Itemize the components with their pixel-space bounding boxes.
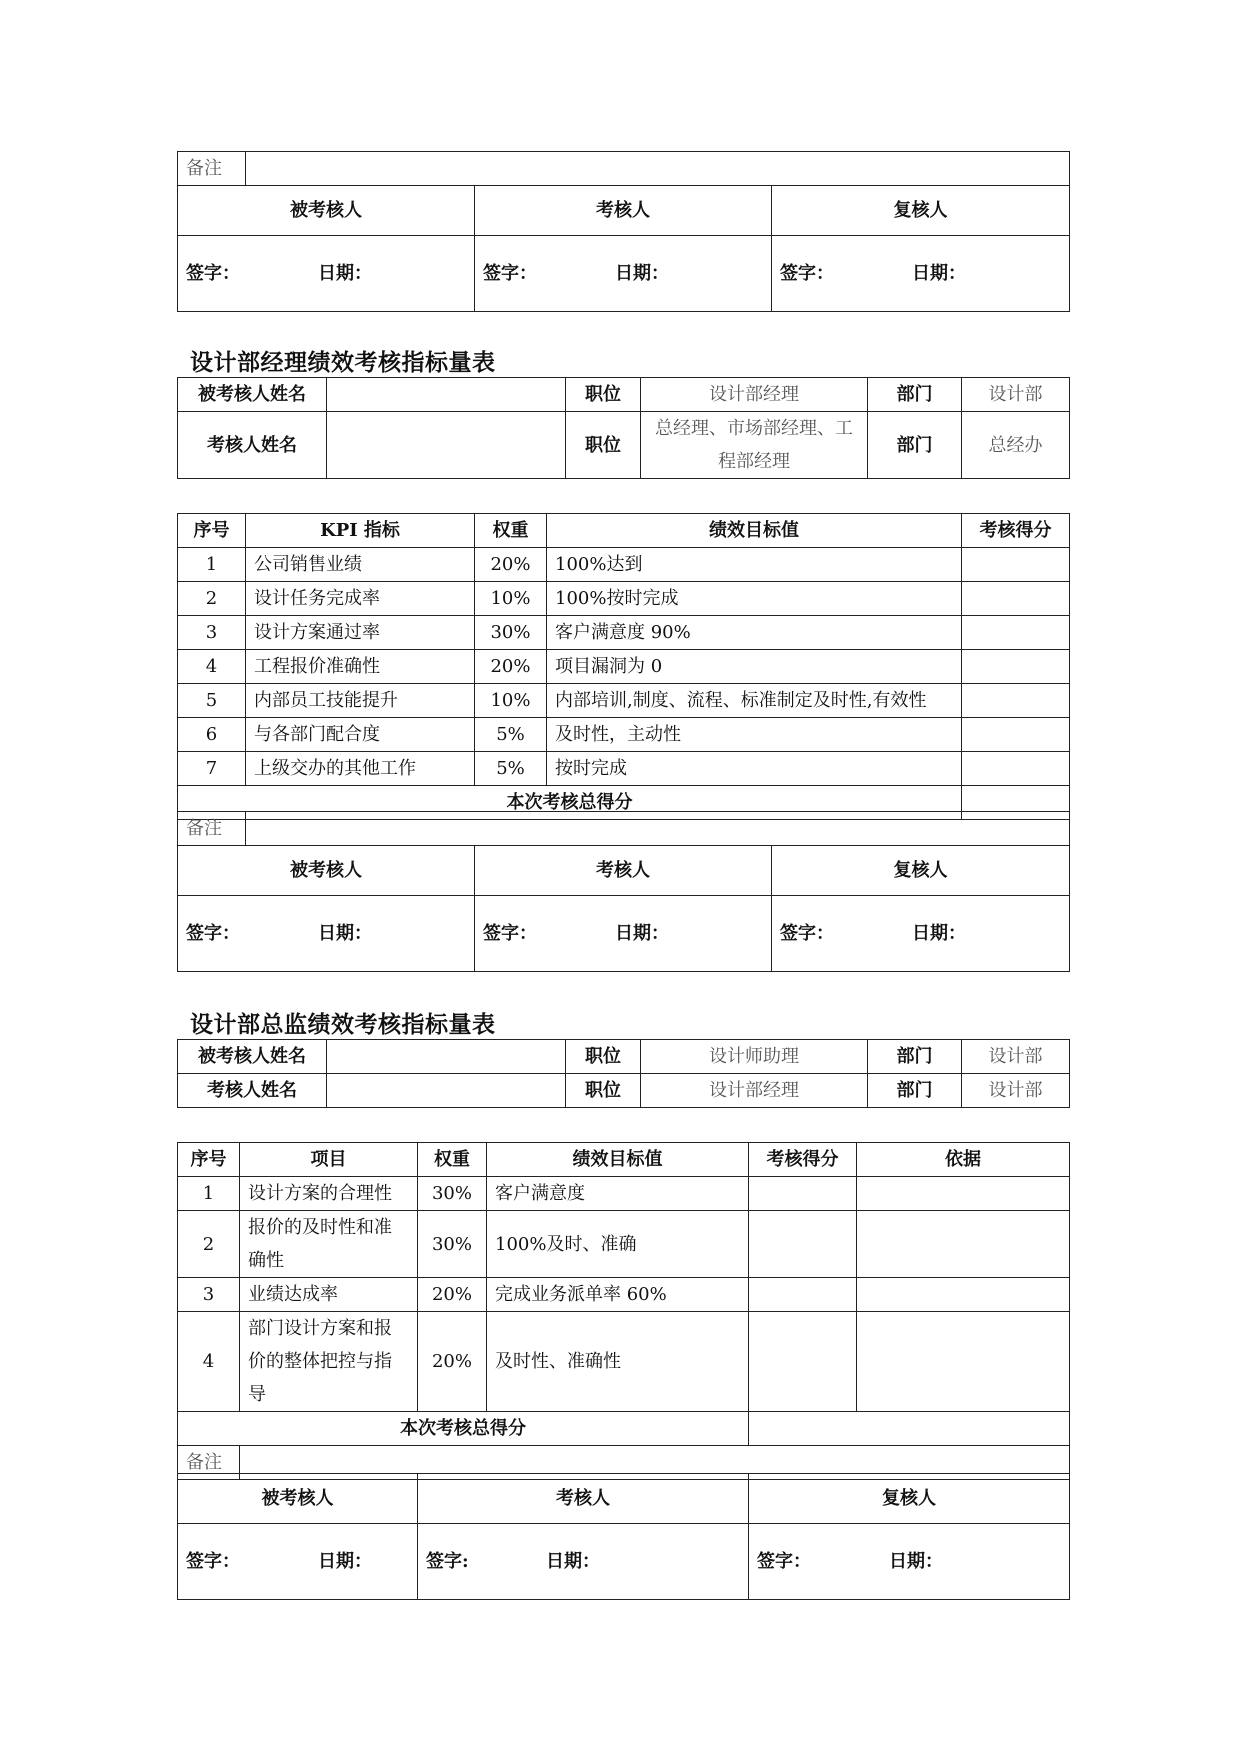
top-signature-table [177, 151, 1070, 312]
assessor-sign-cell[interactable]: 签字： 日期： [475, 896, 772, 972]
row-kpi: 设计任务完成率 [246, 582, 475, 616]
row-score-field[interactable] [749, 1312, 857, 1412]
table-row [178, 548, 1070, 582]
row-item: 报价的及时性和准确性 [240, 1211, 418, 1278]
row-score-field[interactable] [749, 1211, 857, 1278]
row-weight: 5% [475, 718, 547, 752]
table-row [178, 718, 1070, 752]
header-weight: 权重 [475, 514, 547, 548]
row-kpi: 内部员工技能提升 [246, 684, 475, 718]
row-kpi: 设计方案通过率 [246, 616, 475, 650]
table-row [178, 1278, 1070, 1312]
manager-signature-table [177, 811, 1070, 972]
assessed-name-label: 被考核人姓名 [178, 1040, 327, 1074]
assessed-header: 被考核人 [178, 1474, 418, 1524]
reviewer-sign-cell[interactable]: 签字： 日期： [749, 1524, 1070, 1600]
row-target: 及时性、准确性 [487, 1312, 749, 1412]
row-weight: 20% [475, 548, 547, 582]
position-label: 职位 [566, 1074, 641, 1108]
row-weight: 20% [475, 650, 547, 684]
header-target: 绩效目标值 [487, 1143, 749, 1177]
header-score: 考核得分 [749, 1143, 857, 1177]
row-item: 部门设计方案和报价的整体把控与指导 [240, 1312, 418, 1412]
assessor-name-label: 考核人姓名 [178, 412, 327, 479]
row-no: 3 [178, 1278, 240, 1312]
row-score-field[interactable] [962, 718, 1070, 752]
row-target: 内部培训,制度、流程、标准制定及时性,有效性 [547, 684, 962, 718]
table-row [178, 650, 1070, 684]
assessor-position-value: 设计部经理 [641, 1074, 868, 1108]
table-row [178, 1312, 1070, 1412]
manager-section-title: 设计部经理绩效考核指标量表 [190, 349, 496, 376]
assessed-sign-cell[interactable]: 签字： 日期： [178, 1524, 418, 1600]
row-target: 客户满意度 90% [547, 616, 962, 650]
header-no: 序号 [178, 1143, 240, 1177]
manager-info-table [177, 377, 1070, 479]
row-basis-field[interactable] [857, 1177, 1070, 1211]
row-no: 2 [178, 1211, 240, 1278]
director-section-title: 设计部总监绩效考核指标量表 [190, 1011, 496, 1038]
row-target: 100%及时、准确 [487, 1211, 749, 1278]
director-kpi-table [177, 1142, 1070, 1480]
row-no: 4 [178, 1312, 240, 1412]
reviewer-sign-cell[interactable]: 签字： 日期： [772, 896, 1070, 972]
row-basis-field[interactable] [857, 1312, 1070, 1412]
total-score-field[interactable] [749, 1412, 1070, 1446]
assessed-position-value: 设计师助理 [641, 1040, 868, 1074]
total-score-label: 本次考核总得分 [178, 1412, 749, 1446]
table-row [178, 684, 1070, 718]
row-weight: 10% [475, 684, 547, 718]
table-row [178, 1177, 1070, 1211]
row-item: 设计方案的合理性 [240, 1177, 418, 1211]
header-weight: 权重 [418, 1143, 487, 1177]
row-target: 及时性，主动性 [547, 718, 962, 752]
row-weight: 5% [475, 752, 547, 786]
reviewer-header: 复核人 [749, 1474, 1070, 1524]
row-weight: 30% [418, 1177, 487, 1211]
row-kpi: 公司销售业绩 [246, 548, 475, 582]
table-row [178, 616, 1070, 650]
row-score-field[interactable] [749, 1177, 857, 1211]
header-no: 序号 [178, 514, 246, 548]
row-basis-field[interactable] [857, 1278, 1070, 1312]
row-target: 100%达到 [547, 548, 962, 582]
assessor-sign-cell[interactable]: 签字: 日期： [418, 1524, 749, 1600]
row-weight: 30% [418, 1211, 487, 1278]
manager-kpi-table [177, 513, 1070, 820]
row-weight: 10% [475, 582, 547, 616]
row-kpi: 工程报价准确性 [246, 650, 475, 684]
row-target: 完成业务派单率 60% [487, 1278, 749, 1312]
assessor-header: 考核人 [475, 186, 772, 236]
row-kpi: 上级交办的其他工作 [246, 752, 475, 786]
assessor-name-field[interactable] [327, 1074, 566, 1108]
row-no: 5 [178, 684, 246, 718]
remark-label: 备注 [178, 1446, 240, 1480]
header-basis: 依据 [857, 1143, 1070, 1177]
table-row [178, 1211, 1070, 1278]
row-score-field[interactable] [962, 650, 1070, 684]
assessed-position-value: 设计部经理 [641, 378, 868, 412]
assessed-sign-cell[interactable]: 签字： 日期： [178, 236, 475, 312]
row-weight: 30% [475, 616, 547, 650]
reviewer-header: 复核人 [772, 186, 1070, 236]
assessed-name-label: 被考核人姓名 [178, 378, 327, 412]
position-label: 职位 [566, 412, 641, 479]
assessor-dept-value: 设计部 [962, 1074, 1070, 1108]
header-score: 考核得分 [962, 514, 1070, 548]
row-basis-field[interactable] [857, 1211, 1070, 1278]
assessor-header: 考核人 [418, 1474, 749, 1524]
reviewer-sign-cell[interactable]: 签字： 日期： [772, 236, 1070, 312]
assessor-sign-cell[interactable]: 签字： 日期： [475, 236, 772, 312]
assessor-name-label: 考核人姓名 [178, 1074, 327, 1108]
row-weight: 20% [418, 1278, 487, 1312]
position-label: 职位 [566, 1040, 641, 1074]
assessed-header: 被考核人 [178, 846, 475, 896]
table-row [178, 582, 1070, 616]
dept-label: 部门 [868, 1074, 962, 1108]
assessor-dept-value: 总经办 [962, 412, 1070, 479]
remark-label: 备注 [178, 812, 246, 846]
row-score-field[interactable] [962, 752, 1070, 786]
row-no: 1 [178, 1177, 240, 1211]
header-item: 项目 [240, 1143, 418, 1177]
row-target: 100%按时完成 [547, 582, 962, 616]
assessor-header: 考核人 [475, 846, 772, 896]
reviewer-header: 复核人 [772, 846, 1070, 896]
dept-label: 部门 [868, 378, 962, 412]
row-target: 客户满意度 [487, 1177, 749, 1211]
remark-field[interactable] [246, 152, 1070, 186]
row-no: 4 [178, 650, 246, 684]
row-score-field[interactable] [962, 582, 1070, 616]
row-score-field[interactable] [962, 548, 1070, 582]
director-signature-table [177, 1473, 1070, 1600]
row-no: 6 [178, 718, 246, 752]
row-kpi: 与各部门配合度 [246, 718, 475, 752]
assessor-name-field[interactable] [327, 412, 566, 479]
total-score-label: 本次考核总得分 [178, 786, 962, 820]
row-score-field[interactable] [962, 684, 1070, 718]
header-kpi: KPI 指标 [246, 514, 475, 548]
assessed-name-field[interactable] [327, 1040, 566, 1074]
remark-field[interactable] [246, 812, 1070, 846]
assessed-name-field[interactable] [327, 378, 566, 412]
assessed-dept-value: 设计部 [962, 378, 1070, 412]
row-weight: 20% [418, 1312, 487, 1412]
row-target: 按时完成 [547, 752, 962, 786]
table-row [178, 752, 1070, 786]
row-no: 7 [178, 752, 246, 786]
director-info-table [177, 1039, 1070, 1108]
row-score-field[interactable] [749, 1278, 857, 1312]
dept-label: 部门 [868, 1040, 962, 1074]
position-label: 职位 [566, 378, 641, 412]
row-no: 3 [178, 616, 246, 650]
row-no: 1 [178, 548, 246, 582]
assessed-dept-value: 设计部 [962, 1040, 1070, 1074]
assessor-position-value: 总经理、市场部经理、工程部经理 [641, 412, 868, 479]
header-target: 绩效目标值 [547, 514, 962, 548]
row-item: 业绩达成率 [240, 1278, 418, 1312]
assessed-sign-cell[interactable]: 签字： 日期： [178, 896, 475, 972]
assessed-header: 被考核人 [178, 186, 475, 236]
remark-label: 备注 [178, 152, 246, 186]
row-target: 项目漏洞为 0 [547, 650, 962, 684]
row-score-field[interactable] [962, 616, 1070, 650]
row-no: 2 [178, 582, 246, 616]
dept-label: 部门 [868, 412, 962, 479]
